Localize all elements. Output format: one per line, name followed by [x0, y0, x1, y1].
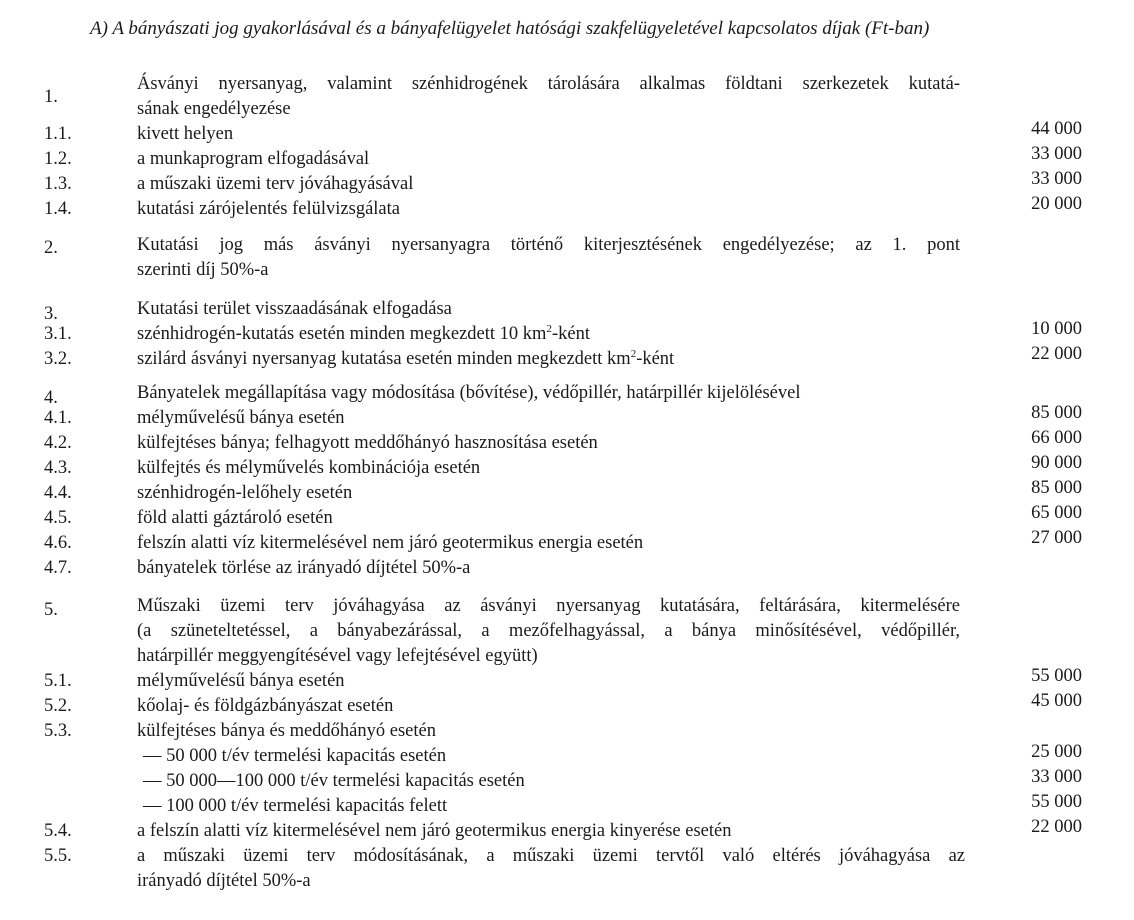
section-heading-row — [0, 233, 1134, 283]
item-text-main: szénhidrogén-kutatás esetén minden megkezdett 10 km — [137, 324, 547, 344]
item-amount: 85 000 — [1031, 478, 1082, 498]
superscript: 2 — [546, 323, 552, 335]
section-number: 2. — [44, 238, 58, 258]
item-text: kivett helyen — [137, 124, 234, 144]
item-number: 3.1. — [44, 324, 72, 344]
superscript: 2 — [630, 348, 637, 360]
heading-line: szerinti díj 50%-a — [137, 260, 269, 280]
fee-row — [0, 428, 1134, 456]
item-text-suffix: -ként — [551, 324, 590, 344]
fee-row — [0, 719, 1134, 744]
fee-row — [0, 478, 1134, 506]
item-number: 5.3. — [44, 721, 72, 741]
item-text: külfejtéses bánya és meddőhányó esetén — [137, 721, 436, 741]
item-number: 1.1. — [44, 124, 72, 144]
item-number: 1.4. — [44, 199, 72, 219]
heading-line: sának engedélyezése — [137, 99, 291, 119]
item-number: 5.5. — [44, 846, 72, 866]
subitem-text: — 50 000 t/év termelési kapacitás esetén — [143, 746, 447, 766]
section-4 — [0, 381, 1134, 581]
heading-line: Ásványi nyersanyag, valamint szénhidrogének tárolására alkalmas földtani szerkezetek kutatá- — [137, 74, 960, 94]
item-number: 5.2. — [44, 696, 72, 716]
fee-row — [0, 144, 1134, 172]
heading-line: Műszaki üzemi terv jóváhagyása az ásványi nyersanyag kutatására, feltárására, kitermelésére — [137, 596, 960, 616]
item-amount: 55 000 — [1031, 792, 1082, 812]
item-text: mélyművelésű bánya esetén — [137, 671, 345, 691]
section-2 — [0, 233, 1134, 283]
item-text: mélyművelésű bánya esetén — [137, 408, 345, 428]
item-amount: 45 000 — [1031, 691, 1082, 711]
item-number: 4.6. — [44, 533, 72, 553]
item-number: 4.5. — [44, 508, 72, 528]
item-text: a munkaprogram elfogadásával — [137, 149, 370, 169]
item-amount: 20 000 — [1031, 194, 1082, 214]
item-amount: 25 000 — [1031, 742, 1082, 762]
section-heading-row — [0, 381, 1134, 406]
heading-line: Kutatási jog más ásványi nyersanyagra történő kiterjesztésének engedélyezése; az 1. pont — [137, 235, 960, 255]
item-amount: 90 000 — [1031, 453, 1082, 473]
item-text: bányatelek törlése az irányadó díjtétel 50%-a — [137, 558, 471, 578]
section-3 — [0, 297, 1134, 372]
section-heading: Bányatelek megállapítása vagy módosítása (bővítése), védőpillér, határpillér kijelölésével — [137, 383, 801, 403]
item-number: 4.7. — [44, 558, 72, 578]
subitem-text: — 50 000—100 000 t/év termelési kapacitás esetén — [143, 771, 525, 791]
heading-line: határpillér meggyengítésével vagy lefejtésével együtt) — [137, 646, 538, 666]
heading-line: (a szüneteltetéssel, a bányabezárással, a mezőfelhagyással, a bánya minősítésével, védőpillér, — [137, 621, 960, 641]
fee-row — [0, 691, 1134, 719]
fee-subrow — [0, 744, 1134, 769]
fee-row — [0, 194, 1134, 222]
item-text: kőolaj- és földgázbányászat esetén — [137, 696, 394, 716]
item-number: 1.2. — [44, 149, 72, 169]
item-text-suffix: -ként — [636, 349, 675, 369]
section-number: 3. — [44, 304, 58, 324]
section-heading — [137, 72, 960, 122]
item-number: 4.1. — [44, 408, 72, 428]
item-amount: 65 000 — [1031, 503, 1082, 523]
subitem-text: — 100 000 t/év termelési kapacitás felett — [143, 796, 448, 816]
item-text: külfejtés és mélyművelés kombinációja esetén — [137, 458, 481, 478]
item-text: kutatási zárójelentés felülvizsgálata — [137, 199, 400, 219]
item-number: 4.3. — [44, 458, 72, 478]
item-amount: 33 000 — [1031, 767, 1082, 787]
item-amount: 55 000 — [1031, 666, 1082, 686]
item-text — [137, 322, 590, 347]
item-text: szénhidrogén-lelőhely esetén — [137, 483, 353, 503]
item-amount: 85 000 — [1031, 403, 1082, 423]
item-number: 5.4. — [44, 821, 72, 841]
item-amount: 33 000 — [1031, 169, 1082, 189]
fee-row — [0, 344, 1134, 372]
item-number: 5.1. — [44, 671, 72, 691]
fee-row — [0, 453, 1134, 481]
section-number: 5. — [44, 600, 58, 620]
section-heading — [137, 594, 960, 669]
section-heading-row — [0, 72, 1134, 122]
item-amount: 22 000 — [1031, 817, 1082, 837]
item-number: 4.4. — [44, 483, 72, 503]
fee-row — [0, 666, 1134, 694]
item-amount: 44 000 — [1031, 119, 1082, 139]
item-text: felszín alatti víz kitermelésével nem járó geotermikus energia esetén — [137, 533, 644, 553]
fee-row — [0, 819, 1134, 844]
item-line: irányadó díjtétel 50%-a — [137, 871, 311, 891]
item-text: a felszín alatti víz kitermelésével nem járó geotermikus energia kinyerése esetén — [137, 821, 732, 841]
item-number: 4.2. — [44, 433, 72, 453]
fee-row — [0, 844, 1134, 894]
section-1 — [0, 72, 1134, 222]
item-text: külfejtéses bánya; felhagyott meddőhányó hasznosítása esetén — [137, 433, 598, 453]
item-amount: 22 000 — [1031, 344, 1082, 364]
fee-row — [0, 319, 1134, 347]
section-5 — [0, 594, 1134, 894]
fee-subrow — [0, 794, 1134, 819]
page-title: A) A bányászati jog gyakorlásával és a bányafelügyelet hatósági szakfelügyeletével kapcsolatos díjak (Ft-ban) — [90, 18, 930, 39]
item-text — [137, 347, 674, 372]
section-heading — [137, 233, 960, 283]
fee-row — [0, 556, 1134, 581]
item-amount: 66 000 — [1031, 428, 1082, 448]
section-heading-row — [0, 594, 1134, 669]
item-amount: 27 000 — [1031, 528, 1082, 548]
fee-subrow — [0, 769, 1134, 794]
item-line: a műszaki üzemi terv módosításának, a műszaki üzemi tervtől való eltérés jóváhagyása az — [137, 846, 965, 866]
fee-row — [0, 119, 1134, 147]
item-amount: 33 000 — [1031, 144, 1082, 164]
item-text: föld alatti gáztároló esetén — [137, 508, 333, 528]
section-number: 1. — [44, 87, 58, 107]
item-number: 1.3. — [44, 174, 72, 194]
item-text — [137, 844, 965, 894]
section-heading: Kutatási terület visszaadásának elfogadása — [137, 299, 452, 319]
item-text-main: szilárd ásványi nyersanyag kutatása esetén minden megkezdett km — [137, 349, 631, 369]
item-amount: 10 000 — [1031, 319, 1082, 339]
item-text: a műszaki üzemi terv jóváhagyásával — [137, 174, 414, 194]
fee-row — [0, 403, 1134, 431]
section-heading-row — [0, 297, 1134, 322]
fee-row — [0, 503, 1134, 531]
fee-row — [0, 528, 1134, 556]
fee-row — [0, 169, 1134, 197]
section-number: 4. — [44, 388, 58, 408]
item-number: 3.2. — [44, 349, 72, 369]
